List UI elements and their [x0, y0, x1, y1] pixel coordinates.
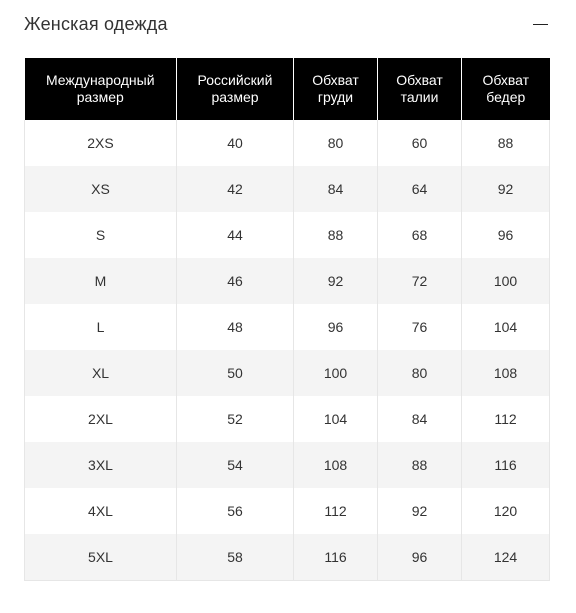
cell-russian-size: 56 [177, 488, 294, 534]
table-row [25, 304, 550, 350]
cell-waist: 96 [378, 534, 462, 580]
table-header-row [25, 58, 550, 120]
cell-bust: 96 [294, 304, 378, 350]
cell-international-size: XS [25, 166, 177, 212]
cell-hips: 108 [462, 350, 550, 396]
cell-hips: 112 [462, 396, 550, 442]
cell-hips: 96 [462, 212, 550, 258]
table-row [25, 442, 550, 488]
column-header-russian-size: Российский размер [177, 58, 294, 120]
cell-bust: 88 [294, 212, 378, 258]
cell-russian-size: 50 [177, 350, 294, 396]
cell-bust: 100 [294, 350, 378, 396]
cell-waist: 76 [378, 304, 462, 350]
cell-international-size: M [25, 258, 177, 304]
cell-international-size: L [25, 304, 177, 350]
cell-waist: 80 [378, 350, 462, 396]
column-header-bust: Обхват груди [294, 58, 378, 120]
cell-hips: 116 [462, 442, 550, 488]
cell-waist: 68 [378, 212, 462, 258]
table-row [25, 120, 550, 166]
cell-russian-size: 52 [177, 396, 294, 442]
cell-international-size: 3XL [25, 442, 177, 488]
cell-hips: 120 [462, 488, 550, 534]
table-row [25, 258, 550, 304]
cell-bust: 108 [294, 442, 378, 488]
cell-hips: 92 [462, 166, 550, 212]
cell-russian-size: 42 [177, 166, 294, 212]
table-row [25, 488, 550, 534]
cell-russian-size: 48 [177, 304, 294, 350]
section-title: Женская одежда [24, 13, 168, 34]
cell-russian-size: 40 [177, 120, 294, 166]
cell-bust: 80 [294, 120, 378, 166]
cell-waist: 60 [378, 120, 462, 166]
cell-waist: 88 [378, 442, 462, 488]
column-header-waist: Обхват талии [378, 58, 462, 120]
section-header-womens-clothing[interactable] [24, 10, 550, 38]
cell-hips: 104 [462, 304, 550, 350]
cell-international-size: 2XL [25, 396, 177, 442]
cell-waist: 84 [378, 396, 462, 442]
table-row [25, 350, 550, 396]
cell-waist: 64 [378, 166, 462, 212]
cell-hips: 124 [462, 534, 550, 580]
cell-international-size: 2XS [25, 120, 177, 166]
cell-bust: 84 [294, 166, 378, 212]
table-row [25, 212, 550, 258]
cell-russian-size: 46 [177, 258, 294, 304]
cell-hips: 100 [462, 258, 550, 304]
cell-russian-size: 58 [177, 534, 294, 580]
table-row [25, 534, 550, 580]
table-row [25, 166, 550, 212]
cell-russian-size: 44 [177, 212, 294, 258]
table-row [25, 396, 550, 442]
cell-international-size: 4XL [25, 488, 177, 534]
cell-international-size: S [25, 212, 177, 258]
cell-bust: 104 [294, 396, 378, 442]
cell-hips: 88 [462, 120, 550, 166]
cell-bust: 112 [294, 488, 378, 534]
cell-russian-size: 54 [177, 442, 294, 488]
column-header-hips: Обхват бедер [462, 58, 550, 120]
minus-icon[interactable] [532, 16, 548, 32]
cell-international-size: XL [25, 350, 177, 396]
cell-bust: 116 [294, 534, 378, 580]
column-header-international-size: Международный размер [25, 58, 177, 120]
cell-waist: 92 [378, 488, 462, 534]
size-chart-table [24, 58, 550, 581]
cell-waist: 72 [378, 258, 462, 304]
cell-bust: 92 [294, 258, 378, 304]
cell-international-size: 5XL [25, 534, 177, 580]
